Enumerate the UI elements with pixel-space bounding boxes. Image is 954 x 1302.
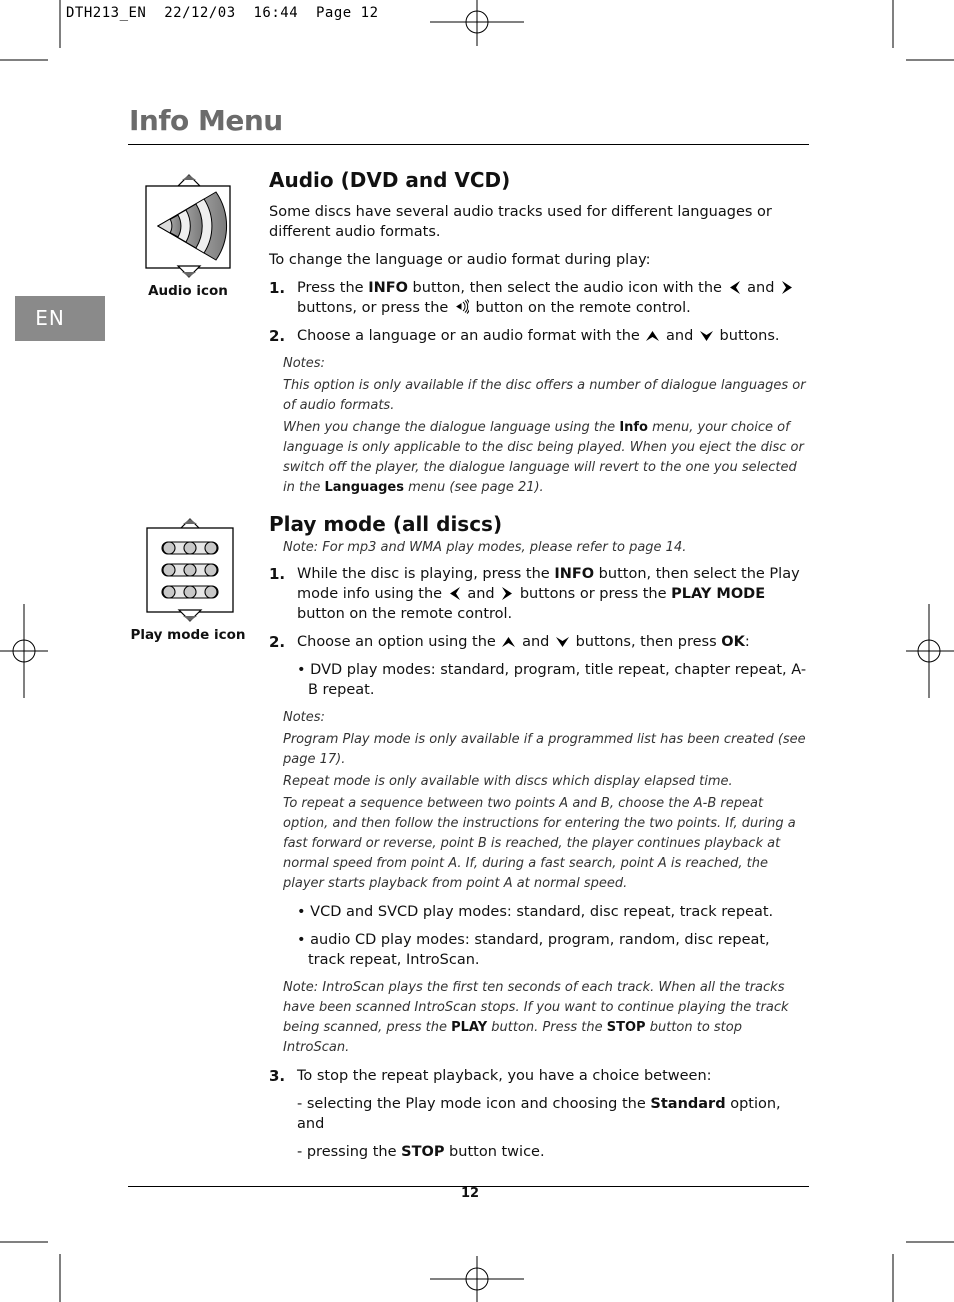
- audio-step-2: [269, 326, 809, 346]
- step-text: button on the remote control.: [297, 606, 513, 622]
- page-title: Info Menu: [129, 104, 283, 137]
- step-text: To stop the repeat playback, you have a choice between:: [297, 1068, 712, 1084]
- step-text: buttons, then press: [570, 634, 722, 650]
- chevron-up-icon: [502, 636, 515, 648]
- option-text: - pressing the: [297, 1144, 402, 1160]
- step-text: Press the: [297, 280, 369, 296]
- audio-icon-caption: Audio icon: [148, 283, 228, 299]
- step-text: and: [661, 328, 698, 344]
- chevron-up-icon: [646, 330, 659, 342]
- audio-button-icon: [455, 299, 469, 314]
- stop-option-2: [297, 1142, 809, 1162]
- step-text: button, then select the Play mode info using the: [297, 566, 800, 602]
- play-mode-icon-caption: Play mode icon: [130, 627, 246, 643]
- chevron-right-icon: [781, 281, 793, 294]
- cd-modes-bullet: • audio CD play modes: standard, program, random, disc repeat, track repeat, IntroScan.: [297, 932, 770, 968]
- audio-section: [269, 168, 809, 500]
- chevron-right-icon: [501, 587, 513, 600]
- print-header: DTH213_EN 22/12/03 16:44 Page 12: [66, 5, 379, 21]
- playmode-section: [269, 512, 809, 1170]
- chevron-left-icon: [449, 587, 461, 600]
- page-number: 12: [461, 1186, 480, 1201]
- step-text: and: [462, 586, 500, 602]
- option-text: - selecting the Play mode icon and choosing the: [297, 1096, 651, 1112]
- step-number: 2.: [269, 633, 286, 651]
- audio-note-1: This option is only available if the disc offers a number of dialogue languages or of audio formats.: [283, 378, 806, 413]
- option-text: option, and: [297, 1096, 781, 1132]
- audio-change-text: To change the language or audio format during play:: [269, 252, 651, 268]
- step-text: buttons, or press the: [297, 300, 453, 316]
- notes-label: Notes:: [283, 356, 325, 371]
- note-text: button to stop IntroScan.: [283, 1020, 742, 1055]
- step-number: 1.: [269, 279, 286, 297]
- ok-key-label: OK: [721, 634, 745, 650]
- step-text: and: [517, 634, 554, 650]
- audio-heading: Audio (DVD and VCD): [269, 168, 511, 192]
- option-text: button twice.: [444, 1144, 545, 1160]
- note-text: button. Press the: [487, 1020, 607, 1035]
- note-text: When you change the dialogue language using the: [283, 420, 620, 435]
- playmode-step-2: [269, 632, 809, 652]
- step-number: 3.: [269, 1067, 286, 1085]
- playmode-note-3: To repeat a sequence between two points A and B, choose the A-B repeat option, and then follow the instructions for entering the two points. If, during a fast forward or reverse, point B is reached, the player continues playback at normal speed from point A. If, during a fast search, point A is reached, the player starts playback from point A at normal speed.: [283, 796, 796, 891]
- audio-intro: Some discs have several audio tracks used for different languages or different audio formats.: [269, 204, 772, 240]
- languages-menu-label: Languages: [324, 480, 404, 495]
- info-key-label: INFO: [368, 280, 408, 296]
- audio-note-2: [283, 418, 809, 498]
- notes-label: Notes:: [283, 710, 325, 725]
- step-text: button, then select the audio icon with the: [407, 280, 727, 296]
- step-text: buttons or press the: [515, 586, 672, 602]
- playmode-step-1: [269, 564, 809, 624]
- playmode-heading: Play mode (all discs): [269, 512, 503, 536]
- note-text: menu, your choice of language is only applicable to the disc being played. When you eject the disc or switch off the player, the dialogue language will revert to the one you selected in the: [283, 420, 804, 495]
- play-mode-key-label: PLAY MODE: [671, 586, 766, 602]
- playmode-note-1: Program Play mode is only available if a programmed list has been created (see page 17).: [283, 732, 806, 767]
- stop-key-label: STOP: [606, 1020, 646, 1035]
- step-text: Choose an option using the: [297, 634, 501, 650]
- vcd-modes-bullet: • VCD and SVCD play modes: standard, disc repeat, track repeat.: [297, 904, 774, 920]
- note-text: Note: For mp3 and WMA play modes, please refer to page 14.: [283, 540, 687, 555]
- standard-option-label: Standard: [650, 1096, 726, 1112]
- info-menu-label: Info: [619, 420, 648, 435]
- step-text: button on the remote control.: [470, 300, 691, 316]
- playmode-top-note: [283, 538, 809, 558]
- step-number: 2.: [269, 327, 286, 345]
- note-text: menu (see page 21).: [403, 480, 544, 495]
- playmode-notes: [283, 708, 809, 894]
- step-number: 1.: [269, 565, 286, 583]
- playmode-note-2: Repeat mode is only available with discs which display elapsed time.: [283, 774, 733, 789]
- title-divider: [128, 144, 809, 145]
- step-text: While the disc is playing, press the: [297, 566, 555, 582]
- audio-notes: [283, 354, 809, 498]
- note-text: Note: IntroScan plays the first ten seconds of each track. When all the tracks have been scanned IntroScan stops. If you want to continue playing the track being scanned, press the: [283, 980, 789, 1035]
- introscan-note: [283, 978, 809, 1058]
- chevron-down-icon: [700, 330, 713, 342]
- info-key-label: INFO: [554, 566, 595, 582]
- language-tab: [15, 296, 105, 341]
- language-tab-label: EN: [35, 306, 65, 330]
- dvd-modes-bullet: • DVD play modes: standard, program, title repeat, chapter repeat, A-B repeat.: [297, 662, 807, 698]
- play-mode-icon: [145, 516, 235, 624]
- chevron-down-icon: [556, 636, 569, 648]
- step-text: :: [744, 634, 750, 650]
- step-text: and: [742, 280, 780, 296]
- note-text: [283, 978, 809, 1058]
- step-text: buttons.: [714, 328, 780, 344]
- chevron-left-icon: [729, 281, 741, 294]
- audio-step-1: [269, 278, 809, 318]
- step-text: Choose a language or an audio format with the: [297, 328, 645, 344]
- playmode-step-3: [269, 1066, 809, 1086]
- stop-option-1: [297, 1094, 809, 1134]
- play-key-label: PLAY: [451, 1020, 488, 1035]
- stop-key-label: STOP: [401, 1144, 445, 1160]
- audio-icon: [144, 172, 234, 280]
